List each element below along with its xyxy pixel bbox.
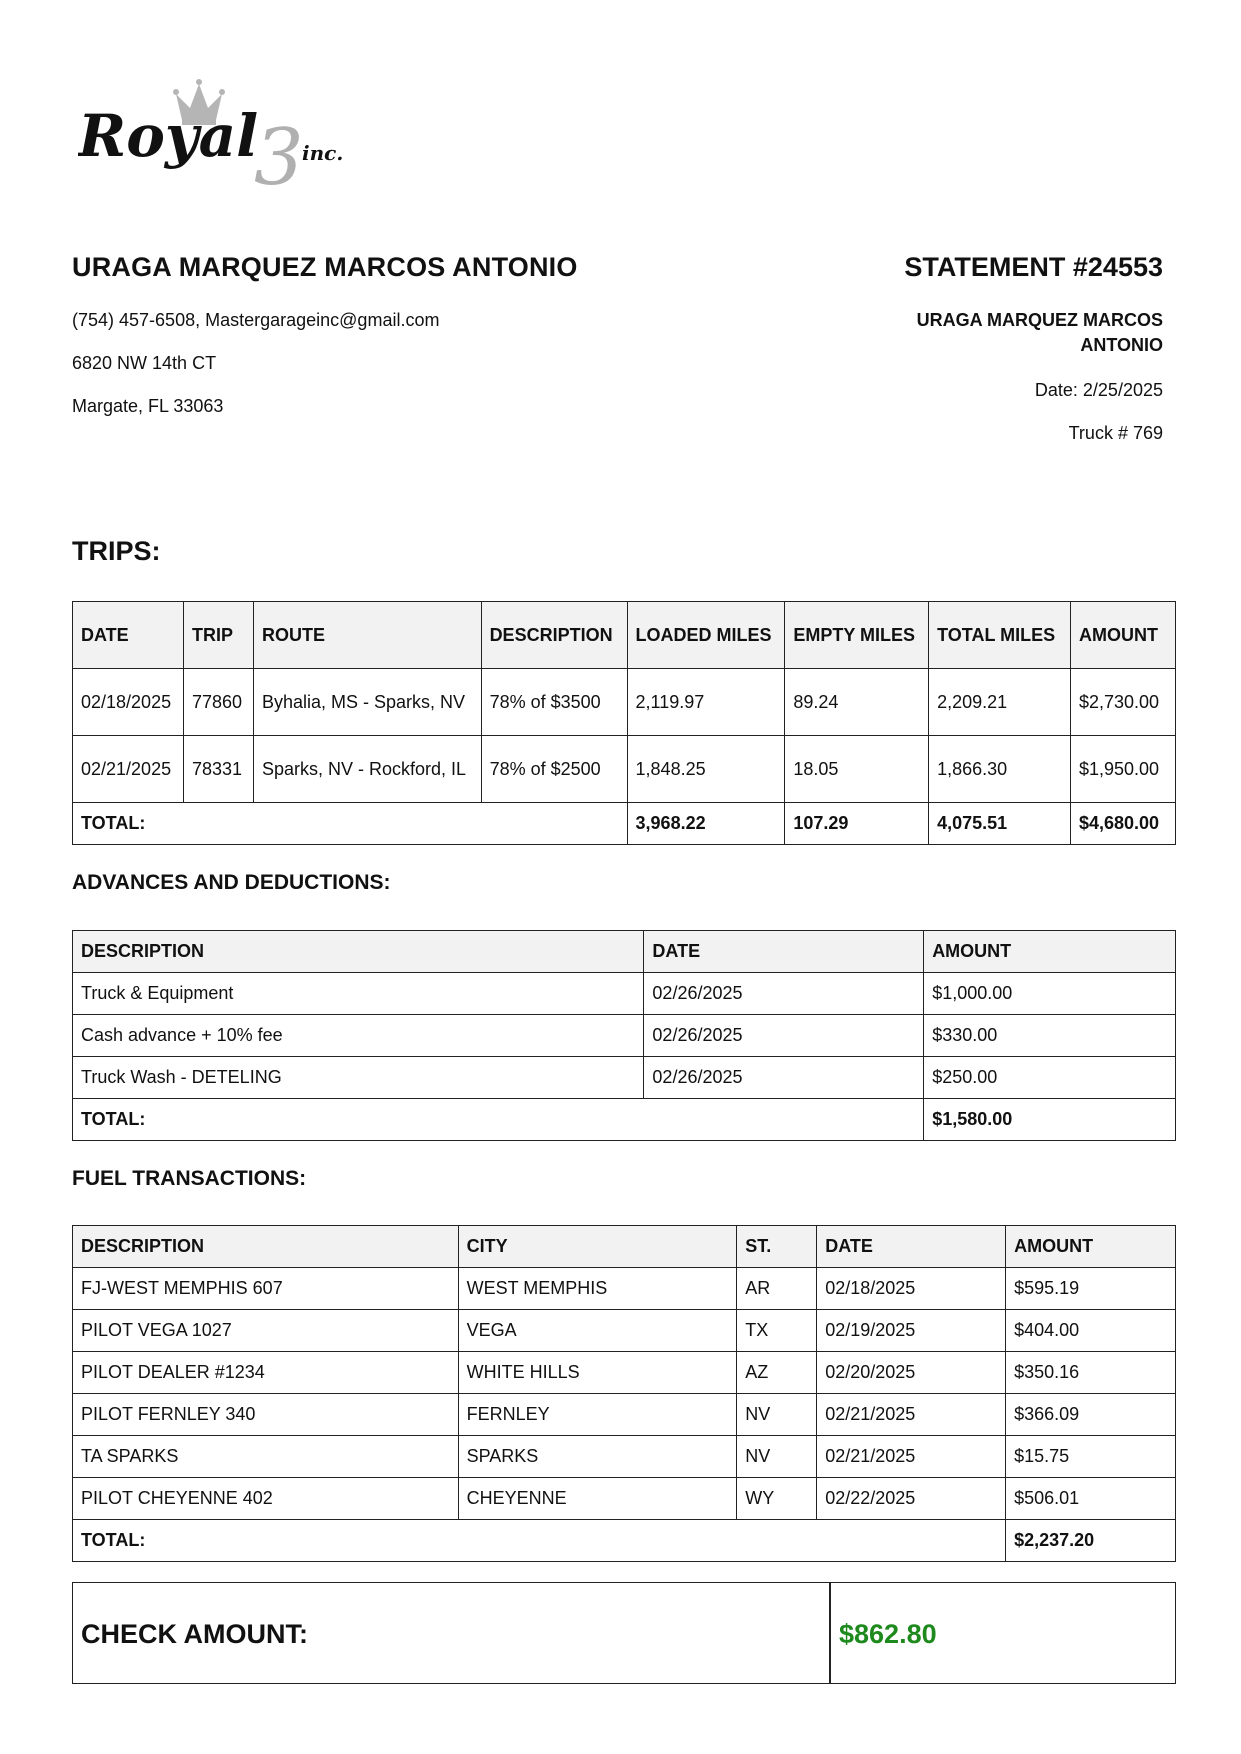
cell: Sparks, NV - Rockford, IL bbox=[253, 736, 481, 803]
check-amount-label: CHECK AMOUNT: bbox=[81, 1619, 308, 1649]
table-row bbox=[73, 973, 1176, 1015]
cell: 02/26/2025 bbox=[644, 1057, 924, 1099]
col-header: DATE bbox=[817, 1226, 1006, 1268]
col-header: LOADED MILES bbox=[627, 602, 785, 669]
table-row bbox=[73, 1057, 1176, 1099]
cell: 1,848.25 bbox=[627, 736, 785, 803]
logo-suffix: inc. bbox=[302, 141, 344, 165]
cell: 02/21/2025 bbox=[817, 1394, 1006, 1436]
cell: 02/18/2025 bbox=[817, 1268, 1006, 1310]
table-row bbox=[73, 1436, 1176, 1478]
table-row bbox=[73, 1310, 1176, 1352]
total-amount: $4,680.00 bbox=[1070, 803, 1175, 845]
table-row bbox=[73, 1015, 1176, 1057]
cell: Cash advance + 10% fee bbox=[73, 1015, 644, 1057]
cell: 02/22/2025 bbox=[817, 1478, 1006, 1520]
cell: 02/20/2025 bbox=[817, 1352, 1006, 1394]
col-header: AMOUNT bbox=[1006, 1226, 1176, 1268]
col-header: ST. bbox=[737, 1226, 817, 1268]
driver-contact: (754) 457-6508, Mastergarageinc@gmail.com bbox=[72, 310, 440, 330]
truck-number: Truck # 769 bbox=[1068, 423, 1163, 443]
cell: $2,730.00 bbox=[1070, 669, 1175, 736]
cell: 2,209.21 bbox=[929, 669, 1071, 736]
cell: 1,866.30 bbox=[929, 736, 1071, 803]
advances-header-row bbox=[73, 931, 1176, 973]
col-header: ROUTE bbox=[253, 602, 481, 669]
cell: Byhalia, MS - Sparks, NV bbox=[253, 669, 481, 736]
check-amount-box bbox=[72, 1582, 1176, 1684]
col-header: AMOUNT bbox=[924, 931, 1176, 973]
divider bbox=[829, 1583, 831, 1683]
col-header: EMPTY MILES bbox=[785, 602, 929, 669]
col-header: DESCRIPTION bbox=[481, 602, 627, 669]
total-miles: 4,075.51 bbox=[929, 803, 1071, 845]
cell: PILOT DEALER #1234 bbox=[73, 1352, 459, 1394]
cell: 02/18/2025 bbox=[73, 669, 184, 736]
cell: 78% of $2500 bbox=[481, 736, 627, 803]
cell: $15.75 bbox=[1006, 1436, 1176, 1478]
table-row bbox=[73, 1352, 1176, 1394]
fuel-table bbox=[72, 1225, 1176, 1562]
driver-name: URAGA MARQUEZ MARCOS ANTONIO bbox=[72, 252, 578, 282]
table-row bbox=[73, 1268, 1176, 1310]
cell: 2,119.97 bbox=[627, 669, 785, 736]
cell: CHEYENNE bbox=[458, 1478, 737, 1520]
cell: AR bbox=[737, 1268, 817, 1310]
cell: NV bbox=[737, 1394, 817, 1436]
cell: TA SPARKS bbox=[73, 1436, 459, 1478]
trips-header-row bbox=[73, 602, 1176, 669]
col-header: DESCRIPTION bbox=[73, 931, 644, 973]
cell: AZ bbox=[737, 1352, 817, 1394]
table-row bbox=[73, 1478, 1176, 1520]
cell: FERNLEY bbox=[458, 1394, 737, 1436]
cell: SPARKS bbox=[458, 1436, 737, 1478]
cell: FJ-WEST MEMPHIS 607 bbox=[73, 1268, 459, 1310]
advances-title: ADVANCES AND DEDUCTIONS: bbox=[72, 871, 391, 894]
logo-royal-text: Royal bbox=[78, 102, 259, 170]
col-header: AMOUNT bbox=[1070, 602, 1175, 669]
table-row bbox=[73, 736, 1176, 803]
cell: PILOT VEGA 1027 bbox=[73, 1310, 459, 1352]
trips-total-row bbox=[73, 803, 1176, 845]
fuel-title: FUEL TRANSACTIONS: bbox=[72, 1167, 307, 1190]
cell: $350.16 bbox=[1006, 1352, 1176, 1394]
driver-address-line1: 6820 NW 14th CT bbox=[72, 353, 217, 373]
statement-date: Date: 2/25/2025 bbox=[1034, 380, 1163, 400]
cell: 78% of $3500 bbox=[481, 669, 627, 736]
advances-table bbox=[72, 930, 1176, 1141]
cell: 18.05 bbox=[785, 736, 929, 803]
total-amount: $1,580.00 bbox=[924, 1099, 1176, 1141]
col-header: DESCRIPTION bbox=[73, 1226, 459, 1268]
check-amount-value: $862.80 bbox=[839, 1619, 937, 1649]
col-header: CITY bbox=[458, 1226, 737, 1268]
col-header: DATE bbox=[644, 931, 924, 973]
statement-recipient: URAGA MARQUEZ MARCOS ANTONIO bbox=[916, 310, 1163, 355]
cell: TX bbox=[737, 1310, 817, 1352]
cell: 02/19/2025 bbox=[817, 1310, 1006, 1352]
logo-numeral: 3 bbox=[254, 113, 304, 198]
col-header: TRIP bbox=[183, 602, 253, 669]
cell: $366.09 bbox=[1006, 1394, 1176, 1436]
trips-title: TRIPS: bbox=[72, 536, 161, 566]
cell: 78331 bbox=[183, 736, 253, 803]
total-label: TOTAL: bbox=[73, 803, 628, 845]
table-row bbox=[73, 1394, 1176, 1436]
cell: $595.19 bbox=[1006, 1268, 1176, 1310]
cell: 02/21/2025 bbox=[73, 736, 184, 803]
cell: 77860 bbox=[183, 669, 253, 736]
total-empty-miles: 107.29 bbox=[785, 803, 929, 845]
company-logo bbox=[78, 78, 398, 198]
fuel-header-row bbox=[73, 1226, 1176, 1268]
cell: $404.00 bbox=[1006, 1310, 1176, 1352]
cell: WY bbox=[737, 1478, 817, 1520]
cell: $330.00 bbox=[924, 1015, 1176, 1057]
cell: $506.01 bbox=[1006, 1478, 1176, 1520]
cell: Truck Wash - DETELING bbox=[73, 1057, 644, 1099]
fuel-total-row bbox=[73, 1520, 1176, 1562]
cell: PILOT FERNLEY 340 bbox=[73, 1394, 459, 1436]
col-header: DATE bbox=[73, 602, 184, 669]
cell: $1,000.00 bbox=[924, 973, 1176, 1015]
cell: 02/21/2025 bbox=[817, 1436, 1006, 1478]
total-amount: $2,237.20 bbox=[1006, 1520, 1176, 1562]
cell: 89.24 bbox=[785, 669, 929, 736]
cell: $250.00 bbox=[924, 1057, 1176, 1099]
cell: WEST MEMPHIS bbox=[458, 1268, 737, 1310]
total-label: TOTAL: bbox=[73, 1099, 924, 1141]
statement-number: STATEMENT #24553 bbox=[904, 252, 1163, 282]
table-row bbox=[73, 669, 1176, 736]
advances-total-row bbox=[73, 1099, 1176, 1141]
cell: 02/26/2025 bbox=[644, 1015, 924, 1057]
trips-table bbox=[72, 601, 1176, 845]
cell: 02/26/2025 bbox=[644, 973, 924, 1015]
cell: Truck & Equipment bbox=[73, 973, 644, 1015]
cell: $1,950.00 bbox=[1070, 736, 1175, 803]
driver-address-line2: Margate, FL 33063 bbox=[72, 396, 224, 416]
total-label: TOTAL: bbox=[73, 1520, 1006, 1562]
cell: WHITE HILLS bbox=[458, 1352, 737, 1394]
col-header: TOTAL MILES bbox=[929, 602, 1071, 669]
total-loaded-miles: 3,968.22 bbox=[627, 803, 785, 845]
cell: PILOT CHEYENNE 402 bbox=[73, 1478, 459, 1520]
cell: NV bbox=[737, 1436, 817, 1478]
cell: VEGA bbox=[458, 1310, 737, 1352]
